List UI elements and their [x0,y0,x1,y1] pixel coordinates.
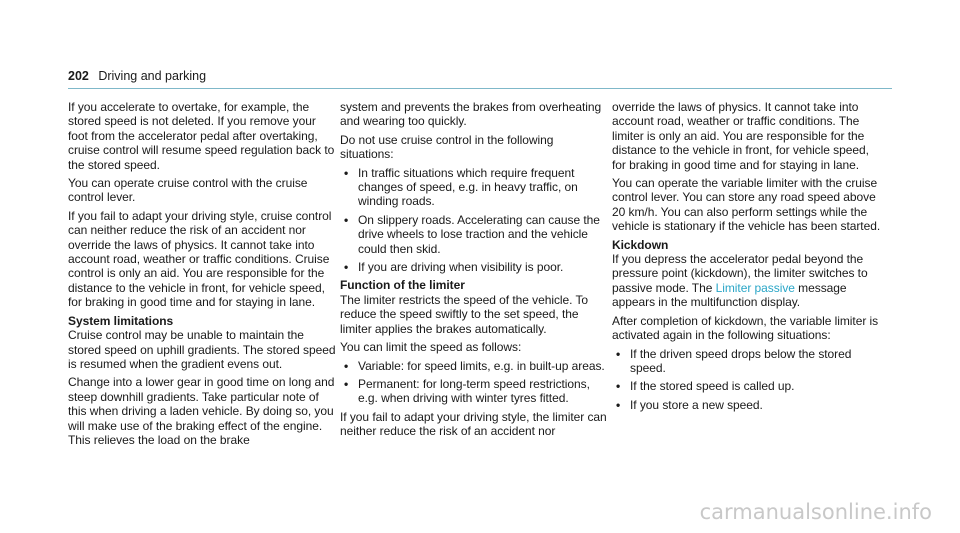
paragraph: You can limit the speed as follows: [340,340,522,355]
column-2 [340,100,610,443]
paragraph: If you fail to adapt your driving style, the limiter can neither reduce the risk of an accident nor [340,409,607,439]
list-item: • On slippery roads. Accelerating can cause the drive wheels to lose traction and the vehicle could then skid. [340,213,610,256]
list-item: • If the stored speed is called up. [612,379,882,393]
paragraph [612,252,882,310]
paragraph: Do not use cruise control in the following situations: [340,132,554,162]
list-item: • If you are driving when visibility is poor. [340,260,610,274]
heading-system-limitations: System limitations [68,313,174,328]
paragraph: system and prevents the brakes from overheating and wearing too quickly. [340,100,602,129]
bullet-list [612,347,882,413]
paragraph: Cruise control may be unable to maintain the stored speed on uphill gradients. The stored speed is resumed when the gradient evens out. [68,328,336,371]
paragraph: If you fail to adapt your driving style, cruise control can neither reduce the risk of an accident nor override the laws of physics. It cannot take into account road, weather or traffic conditions. Cruise control is only an aid. You are responsible for the distance to the vehicle in front, for vehicle speed, for braking in good time and for staying in lane. [68,208,332,310]
display-message: Limiter passive [715,280,795,295]
text-span: message appears in the multifunction display. [612,280,847,310]
list-item: • Permanent: for long-term speed restrictions, e.g. when driving with winter tyres fitted. [340,377,610,406]
list-item: • If you store a new speed. [612,398,882,412]
paragraph: Change into a lower gear in good time on long and steep downhill gradients. Take particular note of this when driving a laden vehicle. By doing so, you will make use of the braking effect of the engine. This relieves the load on the brake [68,375,335,447]
page-number: 202 [68,69,89,83]
column-1 [68,100,338,451]
bullet-list [340,166,610,275]
text-span: If you depress the accelerator pedal beyond the pressure point (kickdown), the limiter switches to passive mode. The [612,252,868,295]
bullet-list [340,359,610,406]
watermark: carmanualsonline.info [699,500,932,524]
list-item: • In traffic situations which require frequent changes of speed, e.g. in heavy traffic, on winding roads. [340,166,610,209]
paragraph: You can operate cruise control with the cruise control lever. [68,176,308,205]
header-rule [68,88,892,89]
column-3 [612,100,882,416]
page-header [68,69,206,83]
list-item: • Variable: for speed limits, e.g. in built-up areas. [340,359,610,373]
heading-function-of-limiter: Function of the limiter [340,278,465,293]
section-title: Driving and parking [98,69,207,83]
heading-kickdown: Kickdown [612,237,669,252]
paragraph: If you accelerate to overtake, for example, the stored speed is not deleted. If you remove your foot from the accelerator pedal after overtaking, cruise control will resume speed regulation back to the stored speed. [68,100,335,172]
paragraph: After completion of kickdown, the variable limiter is activated again in the following situations: [612,313,879,343]
list-item: • If the driven speed drops below the stored speed. [612,347,882,376]
paragraph: The limiter restricts the speed of the vehicle. To reduce the speed swiftly to the set speed, the limiter applies the brakes automatically. [340,292,589,336]
paragraph: override the laws of physics. It cannot take into account road, weather or traffic conditions. The limiter is only an aid. You are responsible for the distance to the vehicle in front, for vehicle speed, for braking in good time and for staying in lane. [612,100,869,172]
paragraph: You can operate the variable limiter with the cruise control lever. You can store any road speed above 20 km/h. You can also perform settings while the vehicle is stationary if the vehicle has been started. [612,176,881,234]
